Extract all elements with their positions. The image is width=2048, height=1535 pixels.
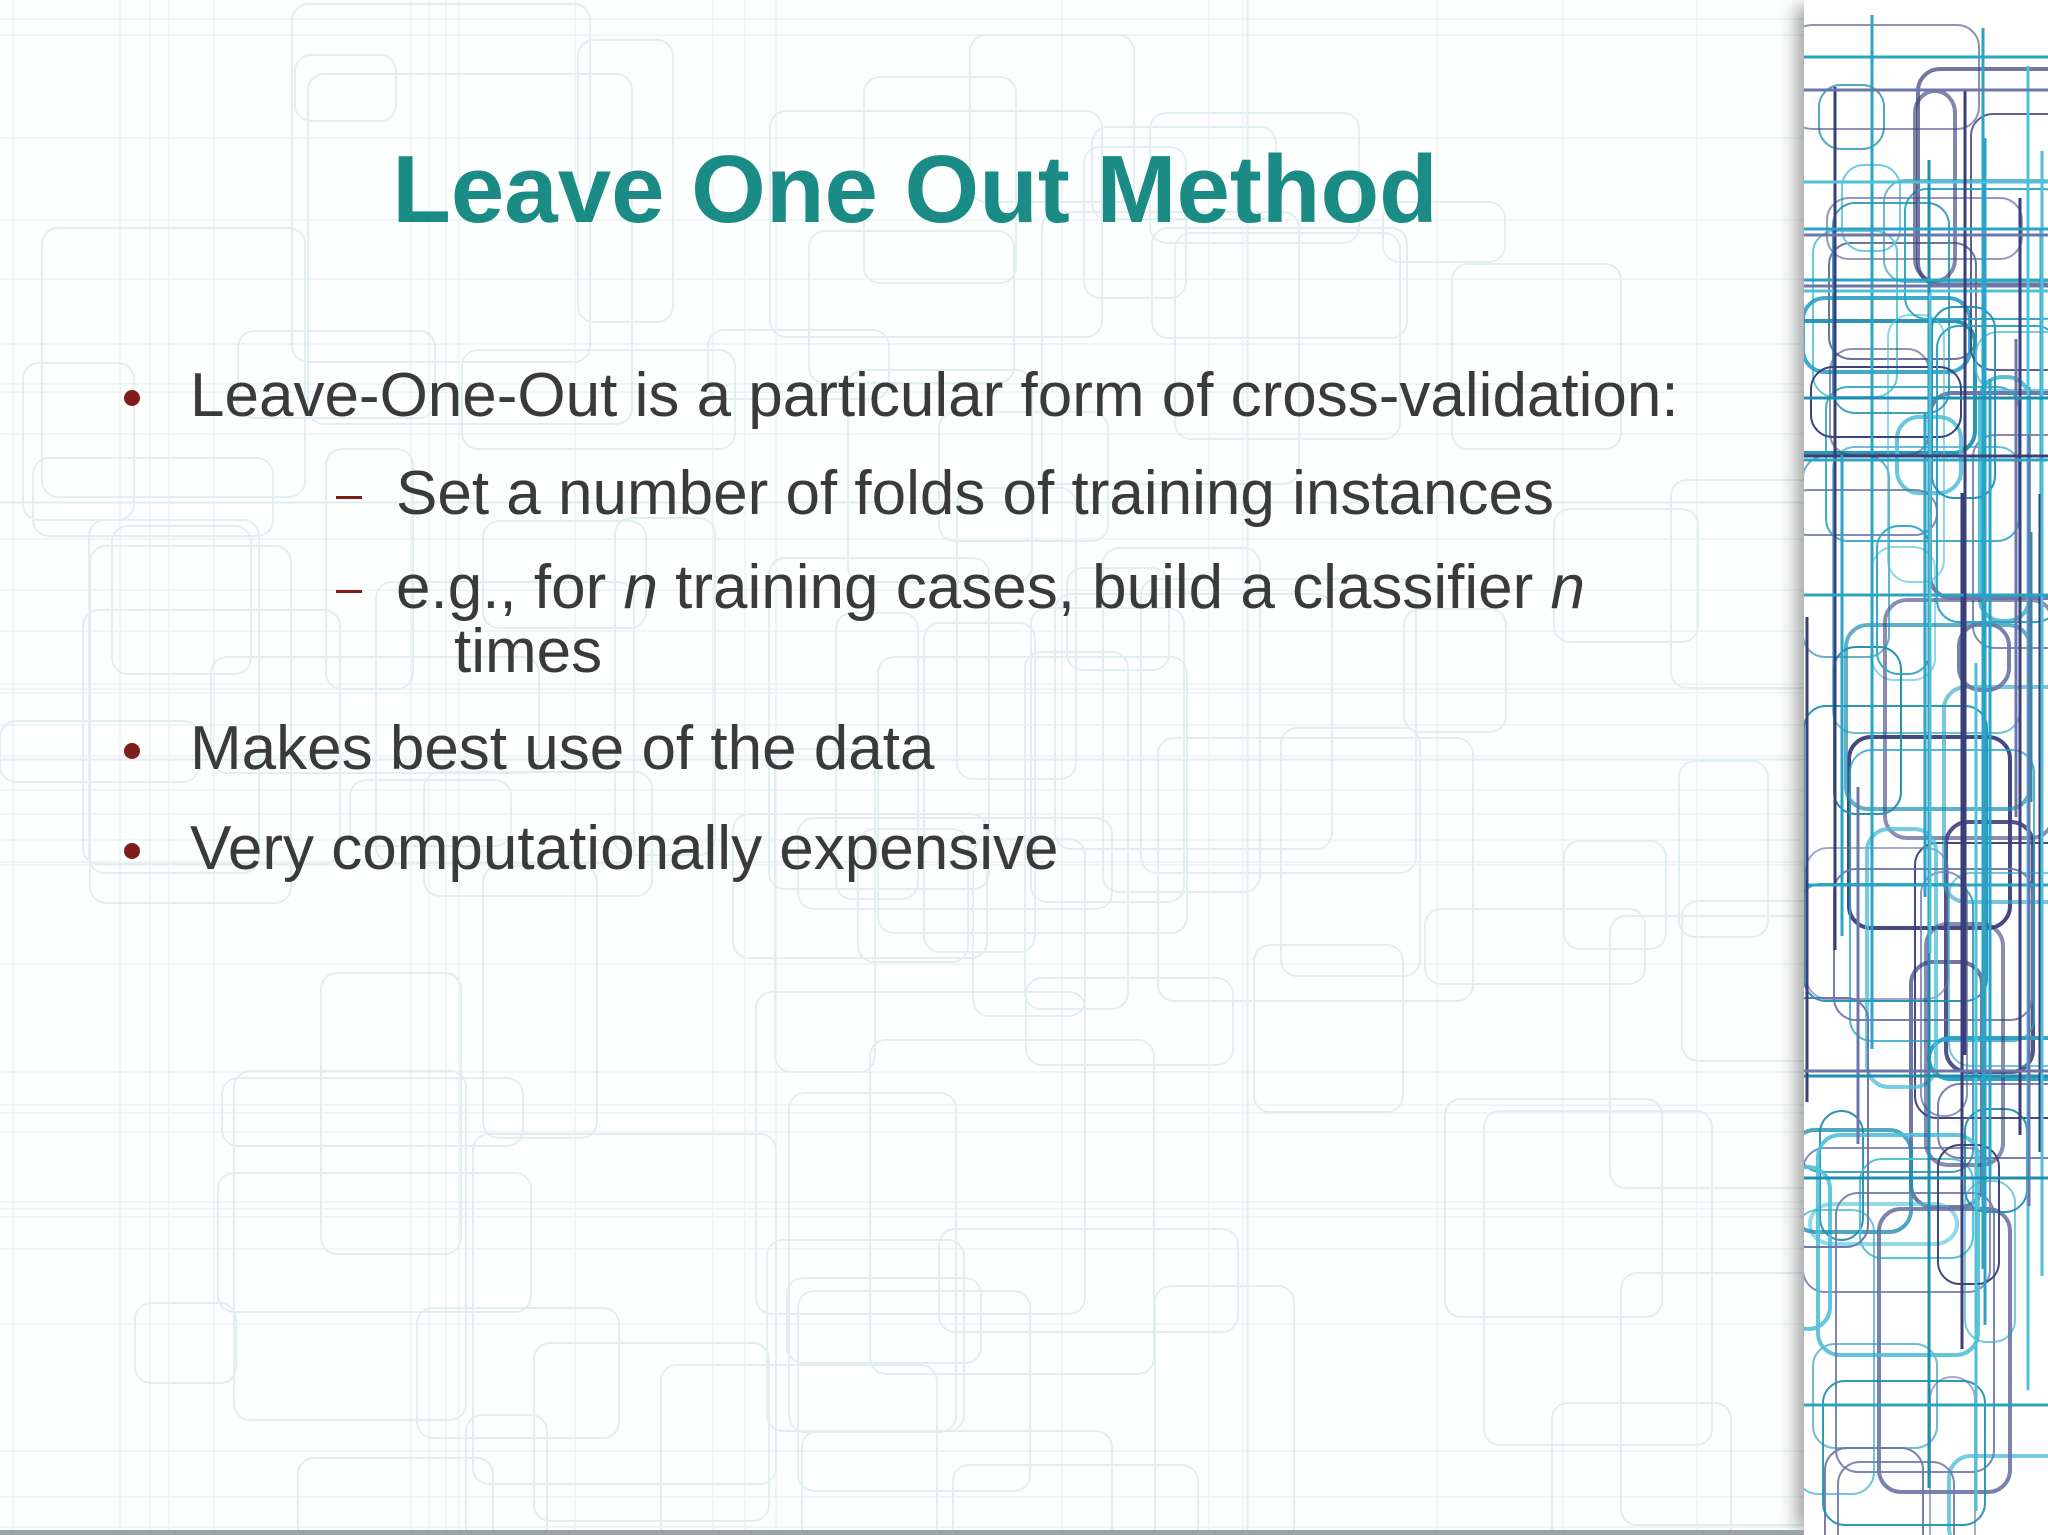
sub-bullet-text: training cases, build a classifier xyxy=(657,553,1551,622)
bullet-dot xyxy=(124,390,140,406)
slide-title: Leave One Out Method xyxy=(392,136,1438,243)
decorative-lines xyxy=(1804,0,2048,1535)
bullet-item-1: Leave-One-Out is a particular form of cross-validation: xyxy=(190,361,1679,430)
decorative-line xyxy=(1823,1381,1985,1525)
sub-bullet-text: e.g., for xyxy=(396,553,624,622)
variable-n: n xyxy=(1550,553,1585,622)
decorative-line xyxy=(1804,25,1979,129)
dash-mark xyxy=(336,590,362,593)
decorative-side-panel xyxy=(1804,0,2048,1535)
decorative-line xyxy=(1949,1456,2048,1535)
dash-mark xyxy=(336,496,362,499)
sub-bullet-continuation: times xyxy=(454,617,603,686)
bullet-item-2: Makes best use of the data xyxy=(190,714,935,783)
decorative-line xyxy=(1830,349,1929,455)
bullet-dot xyxy=(124,743,140,759)
decorative-line xyxy=(1980,377,2029,621)
decorative-line xyxy=(1804,1210,1874,1494)
bullet-dot xyxy=(124,843,140,859)
bullet-item-3: Very computationally expensive xyxy=(190,814,1059,883)
sub-bullet-item-2 xyxy=(396,553,1696,686)
decorative-line xyxy=(1938,1084,2048,1158)
variable-n: n xyxy=(623,553,658,622)
decorative-line xyxy=(1846,625,2030,809)
sub-bullet-item-1: Set a number of folds of training instances xyxy=(396,459,1554,528)
